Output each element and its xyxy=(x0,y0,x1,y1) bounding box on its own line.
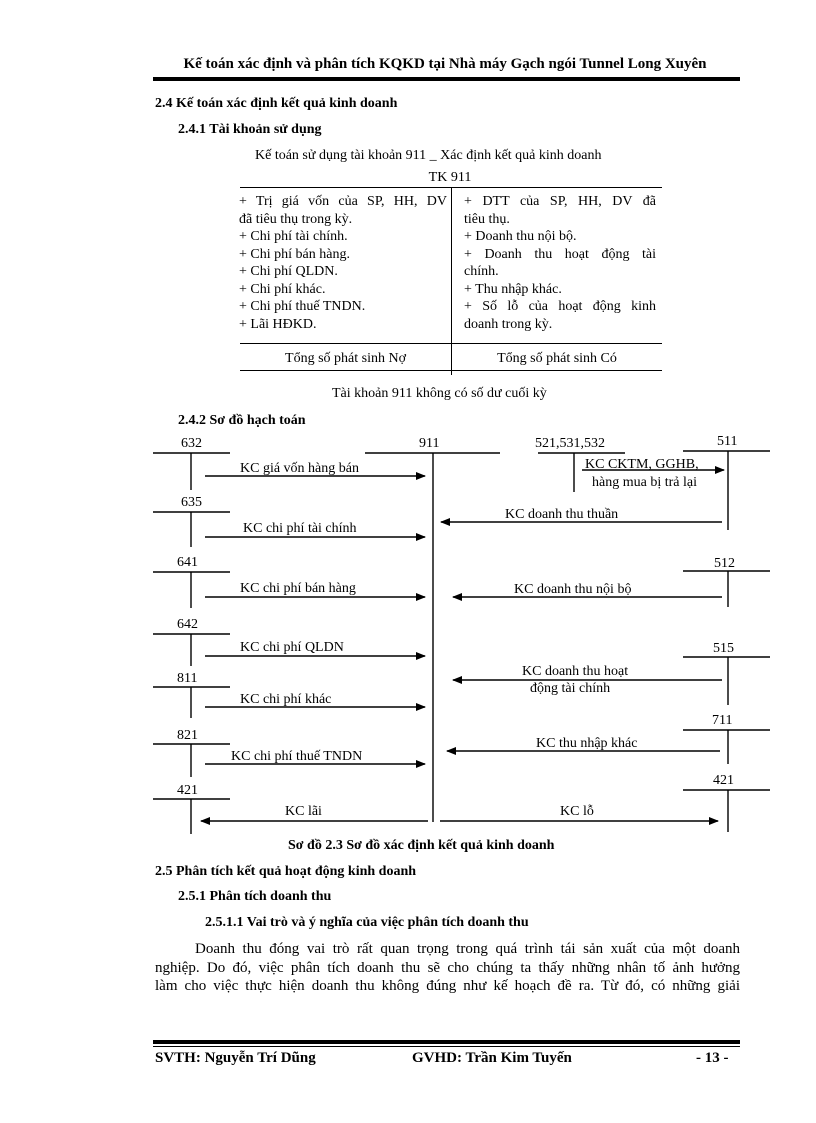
label-dong-tai-chinh: động tài chính xyxy=(530,681,611,696)
footer-rule-thick xyxy=(153,1040,740,1044)
label-911: 911 xyxy=(419,436,440,451)
subsection-heading-2-5-1-1: 2.5.1.1 Vai trò và ý nghĩa của việc phân tích doanh thu xyxy=(205,915,529,930)
label-635: 635 xyxy=(181,495,202,510)
label-kc-chi-phi-khac: KC chi phí khác xyxy=(240,692,332,707)
label-kc-chi-phi-tai-chinh: KC chi phí tài chính xyxy=(243,521,357,536)
page-number: - 13 - xyxy=(696,1050,729,1066)
debit-line: + Chi phí tài chính. xyxy=(239,229,348,244)
label-kc-gia-von: KC giá vốn hàng bán xyxy=(240,461,359,476)
debit-line: + Chi phí khác. xyxy=(239,281,326,297)
subsection-heading-2-4-2: 2.4.2 Sơ đồ hạch toán xyxy=(178,413,306,428)
label-421-right: 421 xyxy=(713,773,734,788)
paragraph-line: nghiệp. Do đó, việc phân tích doanh thu sẽ cho chúng ta thấy những nhân tố ảnh hưởng xyxy=(155,959,740,976)
credit-line: tiêu thụ. xyxy=(464,211,510,227)
label-kc-thu-nhap-khac: KC thu nhập khác xyxy=(536,736,638,751)
section-heading-2-5: 2.5 Phân tích kết quả hoạt động kinh doanh xyxy=(155,864,417,879)
account-note: Tài khoản 911 không có số dư cuối kỳ xyxy=(332,386,547,401)
label-kc-doanh-thu-thuan: KC doanh thu thuần xyxy=(505,507,619,522)
header-title: Kế toán xác định và phân tích KQKD tại Nhà máy Gạch ngói Tunnel Long Xuyên xyxy=(183,56,707,72)
t-account-title: TK 911 xyxy=(428,170,472,185)
label-hang-tra-lai: hàng mua bị trả lại xyxy=(592,475,697,490)
subsection-heading-2-4-1: 2.4.1 Tài khoản sử dụng xyxy=(178,122,322,137)
label-kc-doanh-thu-hoat: KC doanh thu hoạt xyxy=(522,664,629,679)
label-kc-thue-tndn: KC chi phí thuế TNDN xyxy=(231,749,363,764)
footer-advisor: GVHD: Trần Kim Tuyến xyxy=(412,1050,572,1066)
credit-line: chính. xyxy=(464,264,499,279)
label-711: 711 xyxy=(712,713,733,728)
credit-line: doanh trong kỳ. xyxy=(464,316,553,332)
paragraph-line: Doanh thu đóng vai trò rất quan trọng trong quá trình tái sản xuất của một doanh xyxy=(195,941,740,957)
label-811: 811 xyxy=(177,671,198,686)
label-632: 632 xyxy=(181,436,202,451)
credit-line: + DTT của SP, HH, DV đã xyxy=(464,194,656,209)
label-511: 511 xyxy=(717,434,738,449)
section-heading-2-4: 2.4 Kế toán xác định kết quả kinh doanh xyxy=(155,96,398,111)
body-paragraph xyxy=(155,940,740,996)
label-kc-lo: KC lỗ xyxy=(560,804,594,819)
debit-line: + Chi phí QLDN. xyxy=(239,264,338,279)
label-kc-lai: KC lãi xyxy=(285,804,322,819)
debit-line: + Lãi HĐKD. xyxy=(239,316,317,332)
subsection-heading-2-5-1: 2.5.1 Phân tích doanh thu xyxy=(178,889,332,904)
label-kc-cktm: KC CKTM, GGHB, xyxy=(585,457,699,472)
label-kc-chi-phi-ban-hang: KC chi phí bán hàng xyxy=(240,581,356,596)
credit-line: + Số lỗ của hoạt động kinh xyxy=(464,299,656,314)
account-intro: Kế toán sử dụng tài khoản 911 _ Xác định kết quả kinh doanh xyxy=(255,148,602,163)
debit-line: đã tiêu thụ trong kỳ. xyxy=(239,211,353,227)
label-421-left: 421 xyxy=(177,783,198,798)
label-kc-doanh-thu-noi-bo: KC doanh thu nội bộ xyxy=(514,582,632,597)
label-641: 641 xyxy=(177,555,198,570)
label-512: 512 xyxy=(714,556,735,571)
debit-line: + Chi phí thuế TNDN. xyxy=(239,299,366,314)
footer-student: SVTH: Nguyễn Trí Dũng xyxy=(155,1050,316,1066)
debit-line: + Trị giá vốn của SP, HH, DV xyxy=(239,194,447,209)
paragraph-line: làm cho việc thực hiện doanh thu không đúng như kế hoạch đề ra. Từ đó, có những giải xyxy=(155,978,740,994)
label-642: 642 xyxy=(177,617,198,632)
label-821: 821 xyxy=(177,728,198,743)
credit-total: Tổng số phát sinh Có xyxy=(497,351,617,366)
debit-line: + Chi phí bán hàng. xyxy=(239,246,350,262)
credit-line: + Doanh thu hoạt động tài xyxy=(464,246,656,262)
diagram-caption: Sơ đồ 2.3 Sơ đồ xác định kết quả kinh doanh xyxy=(288,838,555,853)
label-515: 515 xyxy=(713,641,734,656)
label-reduction-accounts: 521,531,532 xyxy=(535,436,605,451)
credit-line: + Thu nhập khác. xyxy=(464,281,562,297)
label-kc-chi-phi-qldn: KC chi phí QLDN xyxy=(240,640,344,655)
debit-total: Tổng số phát sinh Nợ xyxy=(285,351,406,366)
credit-line: + Doanh thu nội bộ. xyxy=(464,229,577,244)
footer-rule-thin xyxy=(153,1046,740,1047)
